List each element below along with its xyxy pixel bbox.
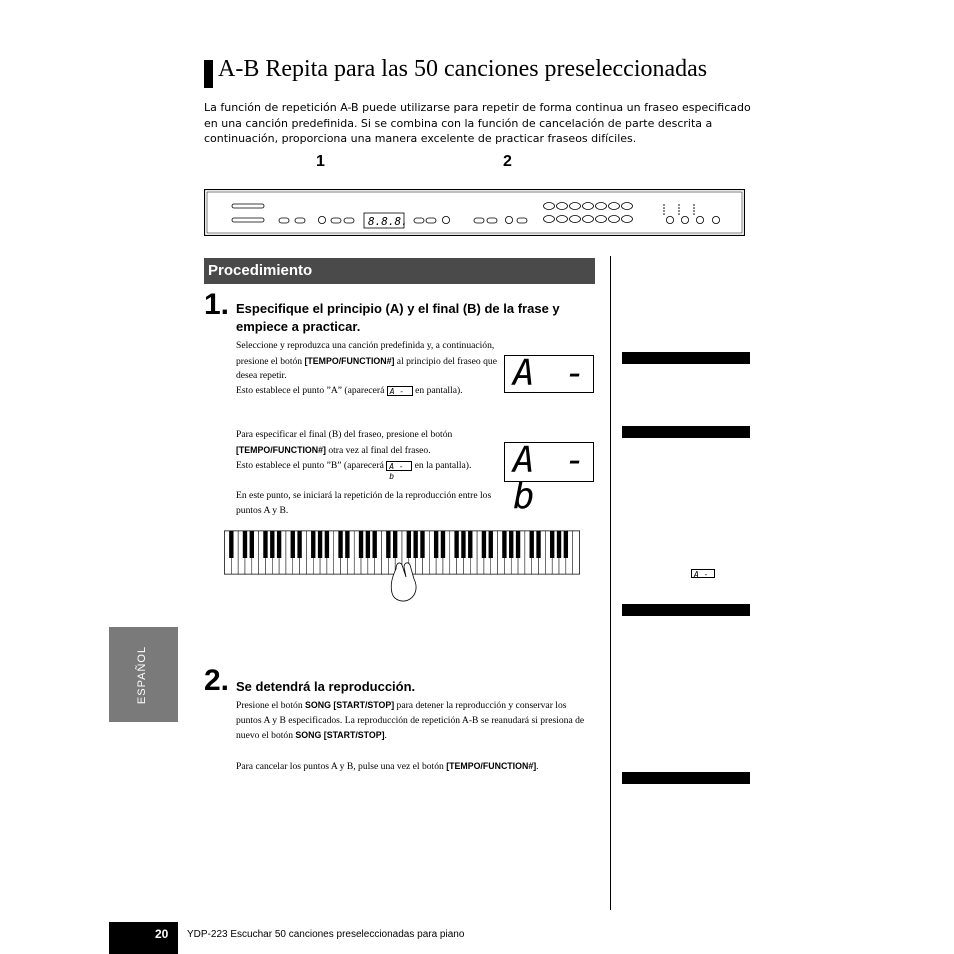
black-key	[393, 531, 397, 558]
black-key	[345, 531, 349, 558]
sidebar-heading-bar	[622, 352, 750, 364]
text: .	[384, 730, 387, 741]
black-key	[502, 531, 506, 558]
black-key	[434, 531, 438, 558]
indicator-dot	[678, 213, 680, 215]
black-key	[530, 531, 534, 558]
text: Para cancelar los puntos A y B, pulse una vez el botón	[236, 761, 447, 772]
black-key	[311, 531, 315, 558]
black-key	[229, 531, 233, 558]
black-key	[325, 531, 329, 558]
indicator-dot	[693, 210, 695, 212]
step-1-number: 1.	[204, 288, 230, 321]
column-divider	[610, 256, 611, 910]
indicator-dot	[678, 204, 680, 206]
step-2-title: Se detendrá la reproducción.	[236, 679, 416, 694]
text: otra vez al final del fraseo.	[325, 444, 431, 456]
sidebar-heading-bar	[622, 604, 750, 616]
button-ref: SONG [START/STOP]	[305, 700, 395, 710]
text: Esto establece el punto ”A” (aparecerá	[236, 385, 387, 396]
indicator-dot	[678, 207, 680, 209]
indicator-dot	[663, 207, 665, 209]
indicator-dot	[663, 213, 665, 215]
black-key	[366, 531, 370, 558]
black-key	[263, 531, 267, 558]
step-2-paragraph-1	[236, 698, 594, 744]
black-key	[420, 531, 424, 558]
text: para detener la reproducción y conservar los puntos A y B especificados. La reproducción de repetición A-B se reanudará si presiona de nuevo el botón	[236, 700, 585, 741]
title-marker	[204, 60, 213, 88]
language-label: ESPAÑOL	[136, 645, 148, 705]
control-panel-diagram	[204, 189, 745, 236]
black-key	[297, 531, 301, 558]
step-1-paragraph-4	[236, 459, 498, 481]
black-key	[454, 531, 458, 558]
indicator-dot	[693, 204, 695, 206]
text: Seleccione y reproduzca una canción predefinida y, a continuación, presione el botón	[236, 340, 495, 367]
step-1-paragraph-5: En este punto, se iniciará la repetición de la reproducción entre los puntos A y B.	[236, 490, 492, 516]
black-key	[441, 531, 445, 558]
black-key	[550, 531, 554, 558]
black-key	[516, 531, 520, 558]
black-key	[536, 531, 540, 558]
step-1-paragraph-1	[236, 339, 498, 384]
black-key	[318, 531, 322, 558]
inline-display: A - b	[386, 461, 412, 471]
text: en la pantalla).	[412, 460, 472, 471]
black-key	[407, 531, 411, 558]
black-key	[243, 531, 247, 558]
step-1-title: Especifique el principio (A) y el final (B) de la frase y empiece a practicar.	[236, 301, 560, 334]
black-key	[482, 531, 486, 558]
button-ref: [TEMPO/FUNCTION#]	[304, 355, 395, 366]
black-key	[373, 531, 377, 558]
display-ab: A - b	[504, 442, 594, 482]
black-key	[338, 531, 342, 558]
black-key	[277, 531, 281, 558]
black-key	[564, 531, 568, 558]
callout-2: 2	[503, 153, 512, 170]
black-key	[250, 531, 254, 558]
button-ref: [TEMPO/FUNCTION#]	[446, 761, 537, 771]
black-key	[270, 531, 274, 558]
black-key	[413, 531, 417, 558]
indicator-dot	[693, 207, 695, 209]
step-2-paragraph-2	[236, 759, 598, 775]
indicator-dot	[678, 210, 680, 212]
page-number: 20	[155, 927, 169, 941]
section-header: Procedimiento	[204, 258, 595, 284]
display-a: A -	[504, 355, 594, 393]
sidebar-heading-bar	[622, 426, 750, 438]
black-key	[468, 531, 472, 558]
page-title: A-B Repita para las 50 canciones preseleccionadas	[218, 56, 708, 82]
indicator-dot	[663, 204, 665, 206]
text: al principio del fraseo que desea repetir.	[236, 355, 497, 381]
text: en pantalla).	[412, 385, 463, 396]
step-1-paragraph-2	[236, 384, 498, 399]
indicator-dot	[663, 210, 665, 212]
keyboard-illustration	[224, 529, 580, 607]
white-key	[573, 531, 580, 574]
indicator-dot	[693, 213, 695, 215]
black-key	[461, 531, 465, 558]
black-key	[509, 531, 513, 558]
button-ref: [TEMPO/FUNCTION#]	[236, 444, 326, 455]
sidebar-inline-display: A -	[691, 569, 715, 578]
panel-display: 8.8.8.	[368, 215, 408, 228]
black-key	[359, 531, 363, 558]
footer-text: YDP-223 Escuchar 50 canciones preseleccionadas para piano	[187, 929, 465, 940]
button-ref: SONG [START/STOP]	[295, 730, 385, 740]
text: .	[536, 761, 539, 772]
text: Esto establece el punto ”B” (aparecerá	[236, 460, 387, 471]
callout-1: 1	[316, 153, 325, 170]
intro-paragraph: La función de repetición A-B puede utilizarse para repetir de forma continua un fraseo especificado en una canción predefinida. Si se combina con la función de cancelación de parte descrita a continuación, proporciona una manera excelente de practicar fraseos difíciles.	[204, 101, 751, 145]
black-key	[386, 531, 390, 558]
sidebar-heading-bar	[622, 772, 750, 784]
black-key	[557, 531, 561, 558]
step-1-paragraph-3	[236, 428, 498, 458]
black-key	[291, 531, 295, 558]
inline-display: A -	[387, 386, 413, 396]
text: Presione el botón	[236, 700, 306, 711]
step-2-number: 2.	[204, 664, 230, 697]
black-key	[489, 531, 493, 558]
text: Para especificar el final (B) del fraseo, presione el botón	[236, 429, 453, 440]
